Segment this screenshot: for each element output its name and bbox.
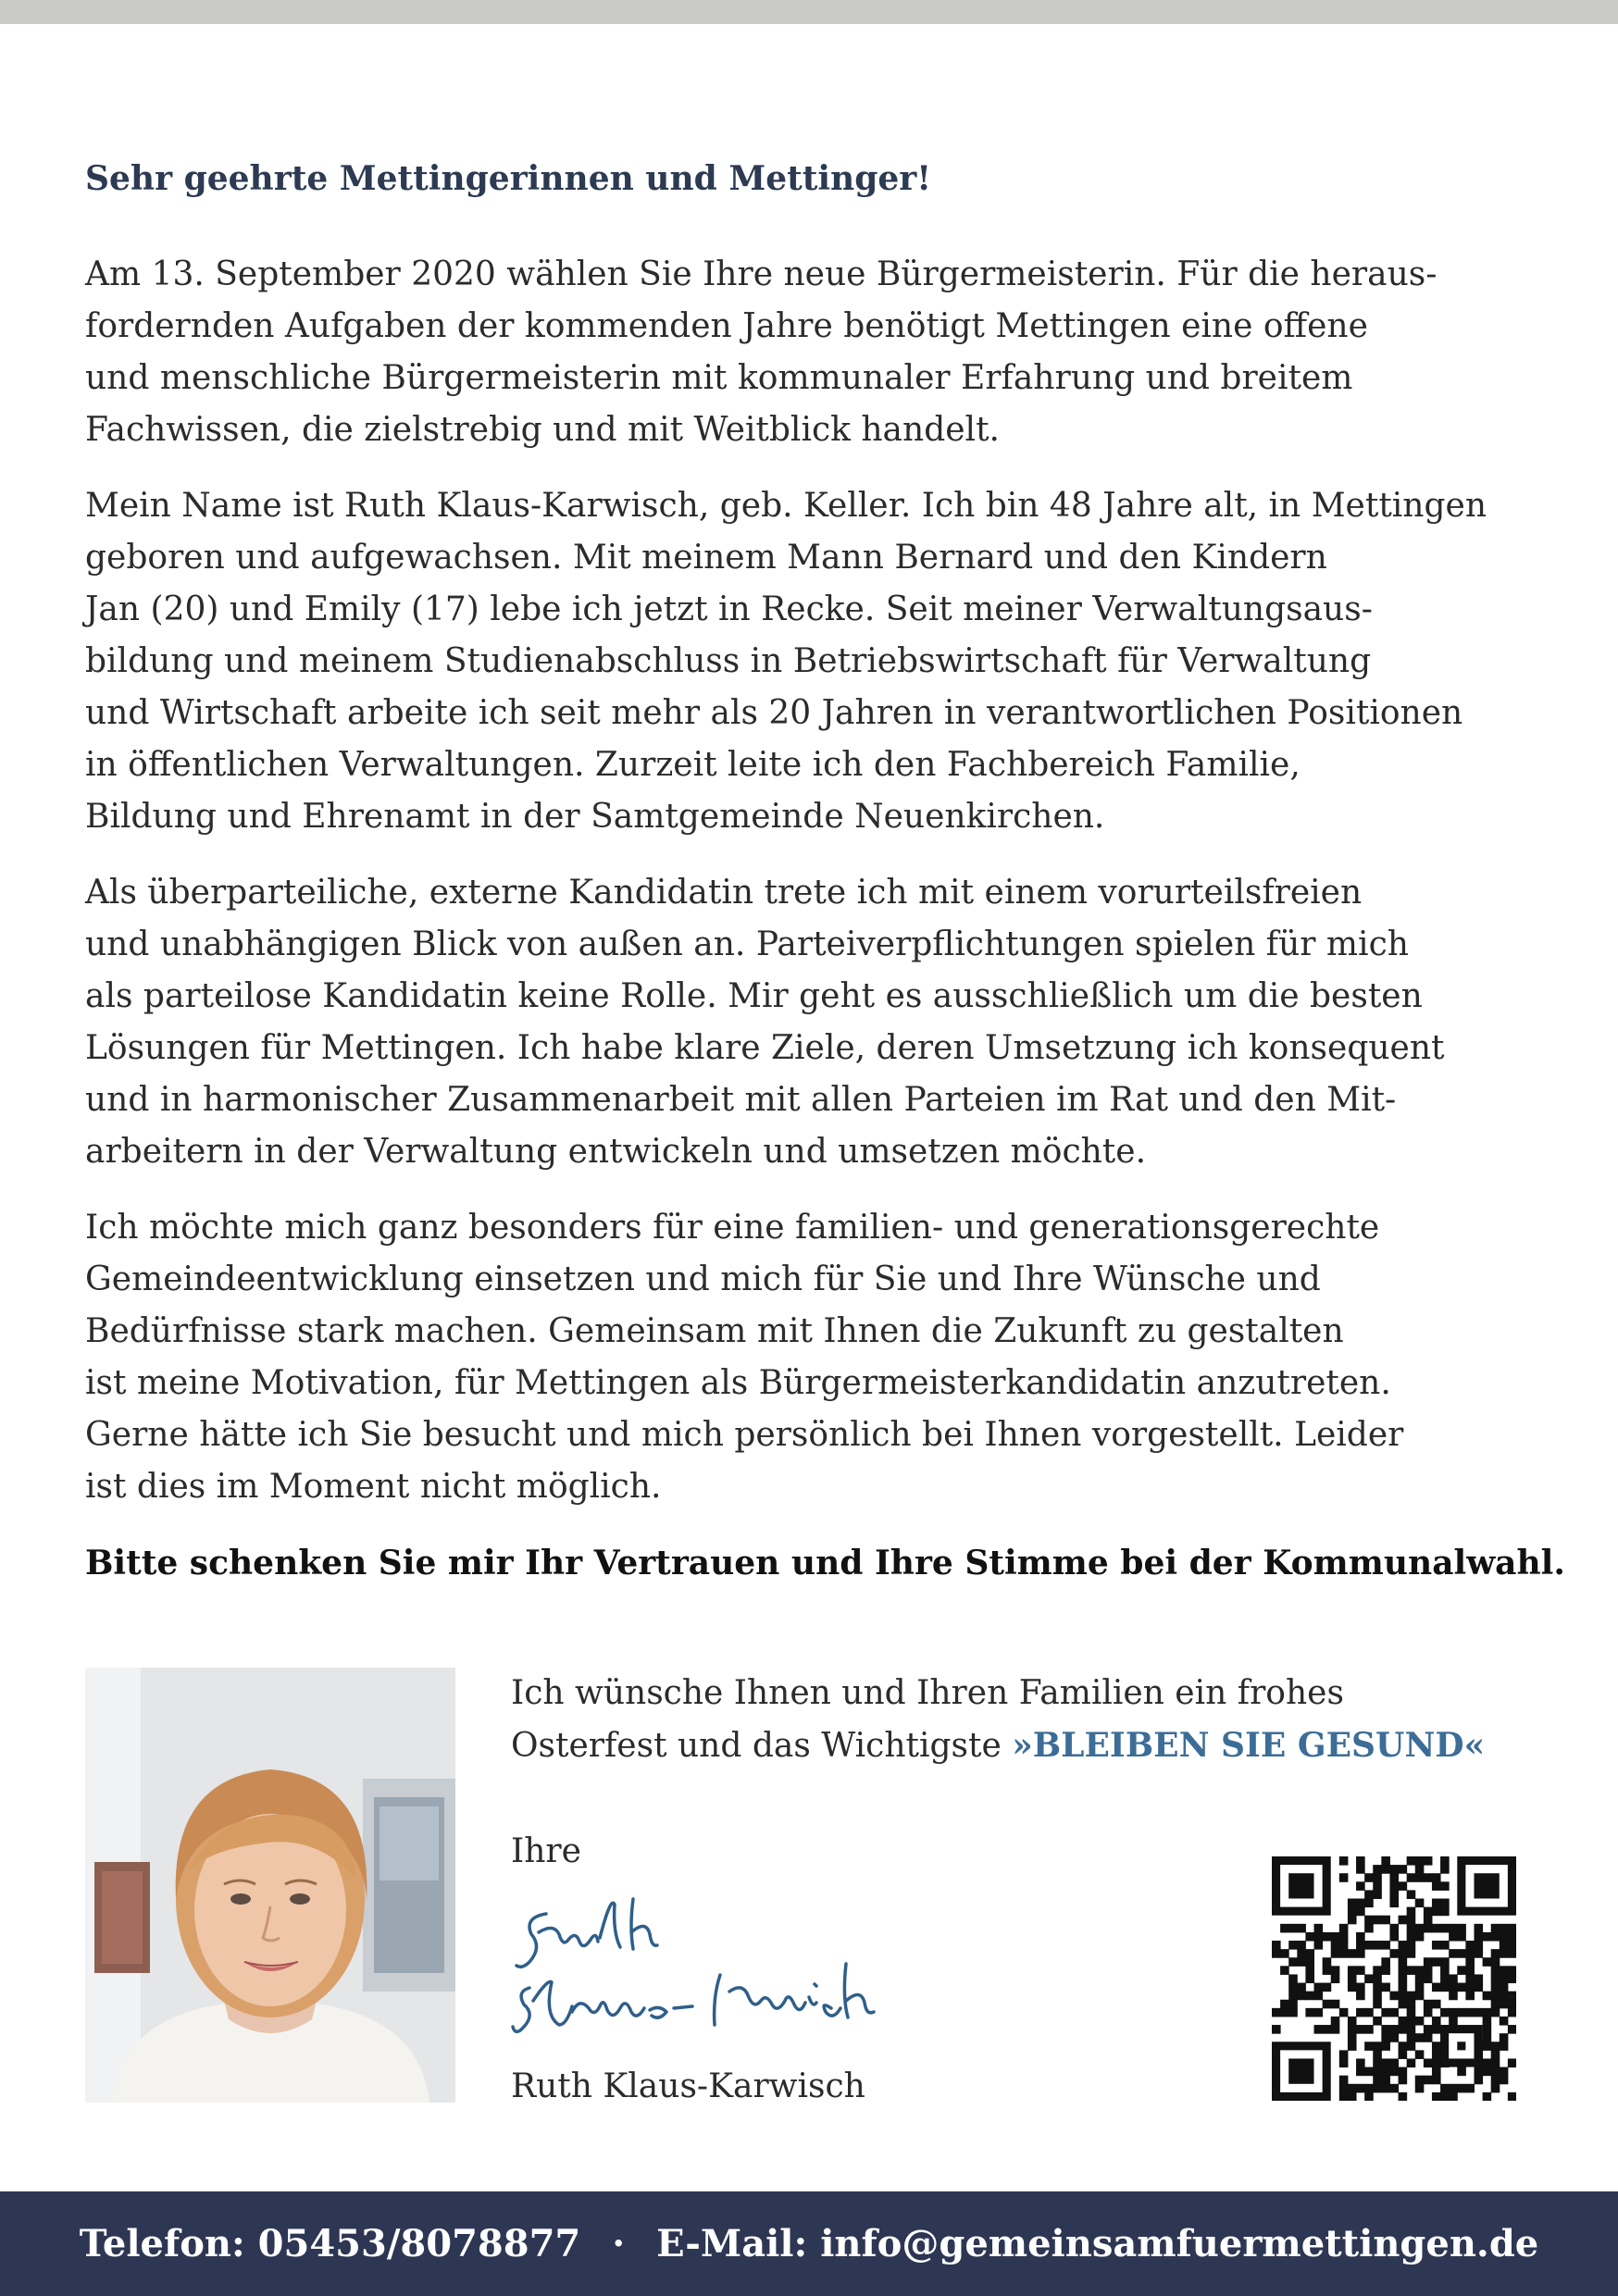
footer-separator: ·	[612, 2222, 626, 2265]
paragraph-line: Ich möchte mich ganz besonders für eine familien- und generationsgerechte	[85, 1208, 1380, 1247]
paragraph-line: als parteilose Kandidatin keine Rolle. Mir geht es ausschließlich um die besten	[85, 976, 1423, 1015]
signature-graphic	[511, 1886, 1029, 2043]
candidate-portrait	[85, 1668, 455, 2103]
paragraph-line: und menschliche Bürgermeisterin mit kommunaler Erfahrung und breitem	[85, 358, 1353, 397]
contact-footer	[0, 2191, 1618, 2296]
phone-number[interactable]: Telefon: 05453/8078877	[79, 2222, 581, 2265]
paragraph-line: ist meine Motivation, für Mettingen als Bürgermeisterkandidatin anzutreten.	[85, 1363, 1391, 1402]
paragraph-line: Am 13. September 2020 wählen Sie Ihre neue Bürgermeisterin. Für die heraus-	[85, 254, 1438, 293]
handwritten-signature	[511, 1886, 1029, 2043]
paragraph-line: Gerne hätte ich Sie besucht und mich persönlich bei Ihnen vorgestellt. Leider	[85, 1415, 1404, 1454]
paragraph-line: arbeitern in der Verwaltung entwickeln und umsetzen möchte.	[85, 1132, 1147, 1171]
paragraph-line: Fachwissen, die zielstrebig und mit Weitblick handelt.	[85, 410, 1000, 449]
stay-healthy-highlight: »BLEIBEN SIE GESUND«	[1012, 1726, 1486, 1765]
paragraph-line: Lösungen für Mettingen. Ich habe klare Ziele, deren Umsetzung ich konsequent	[85, 1028, 1445, 1067]
paragraph-line: Bildung und Ehrenamt in der Samtgemeinde Neuenkirchen.	[85, 797, 1105, 836]
paragraph-line: ist dies im Moment nicht möglich.	[85, 1467, 662, 1506]
wish-line-2-prefix: Osterfest und das Wichtigste	[511, 1727, 1002, 1765]
paragraph-election	[85, 249, 1548, 456]
paragraph-line: geboren und aufgewachsen. Mit meinem Mann Bernard und den Kindern	[85, 538, 1327, 577]
paragraph-line: Als überparteiliche, externe Kandidatin trete ich mit einem vorurteilsfreien	[85, 873, 1363, 912]
top-decorative-bar	[0, 0, 1618, 24]
paragraph-independence	[85, 867, 1548, 1178]
paragraph-line: und in harmonischer Zusammenarbeit mit allen Parteien im Rat und den Mit-	[85, 1080, 1397, 1119]
closing-appeal: Bitte schenken Sie mir Ihr Vertrauen und Ihre Stimme bei der Kommunalwahl.	[85, 1543, 1565, 1582]
paragraph-line: und unabhängigen Blick von außen an. Parteiverpflichtungen spielen für mich	[85, 925, 1409, 963]
paragraph-line: und Wirtschaft arbeite ich seit mehr als 20 Jahren in verantwortlichen Positionen	[85, 693, 1463, 732]
paragraph-line: in öffentlichen Verwaltungen. Zurzeit leite ich den Fachbereich Familie,	[85, 745, 1301, 784]
paragraph-biography	[85, 480, 1548, 843]
paragraph-line: bildung und meinem Studienabschluss in Betriebswirtschaft für Verwaltung	[85, 641, 1372, 680]
wish-line-1: Ich wünsche Ihnen und Ihren Familien ein frohes	[511, 1674, 1344, 1712]
sign-off: Ihre	[511, 1832, 581, 1870]
signer-name: Ruth Klaus-Karwisch	[511, 2067, 865, 2105]
paragraph-motivation	[85, 1202, 1548, 1513]
paragraph-line: Mein Name ist Ruth Klaus-Karwisch, geb. Keller. Ich bin 48 Jahre alt, in Mettingen	[85, 486, 1487, 525]
email-address[interactable]: E-Mail: info@gemeinsamfuermettingen.de	[656, 2222, 1539, 2265]
paragraph-line: Gemeindeentwicklung einsetzen und mich für Sie und Ihre Wünsche und	[85, 1260, 1321, 1298]
wish-line-2	[511, 1719, 1529, 1772]
letter-greeting: Sehr geehrte Mettingerinnen und Mettinger!	[85, 159, 932, 198]
paragraph-line: fordernden Aufgaben der kommenden Jahre benötigt Mettingen eine offene	[85, 306, 1368, 345]
qr-code[interactable]	[1272, 1856, 1516, 2101]
qr-code-graphic	[1272, 1856, 1516, 2101]
paragraph-line: Bedürfnisse stark machen. Gemeinsam mit Ihnen die Zukunft zu gestalten	[85, 1311, 1344, 1350]
portrait-illustration	[85, 1668, 455, 2103]
paragraph-line: Jan (20) und Emily (17) lebe ich jetzt in Recke. Seit meiner Verwaltungsaus-	[85, 590, 1373, 628]
letter-body	[85, 157, 1565, 1589]
wish-block	[511, 1668, 1529, 1772]
